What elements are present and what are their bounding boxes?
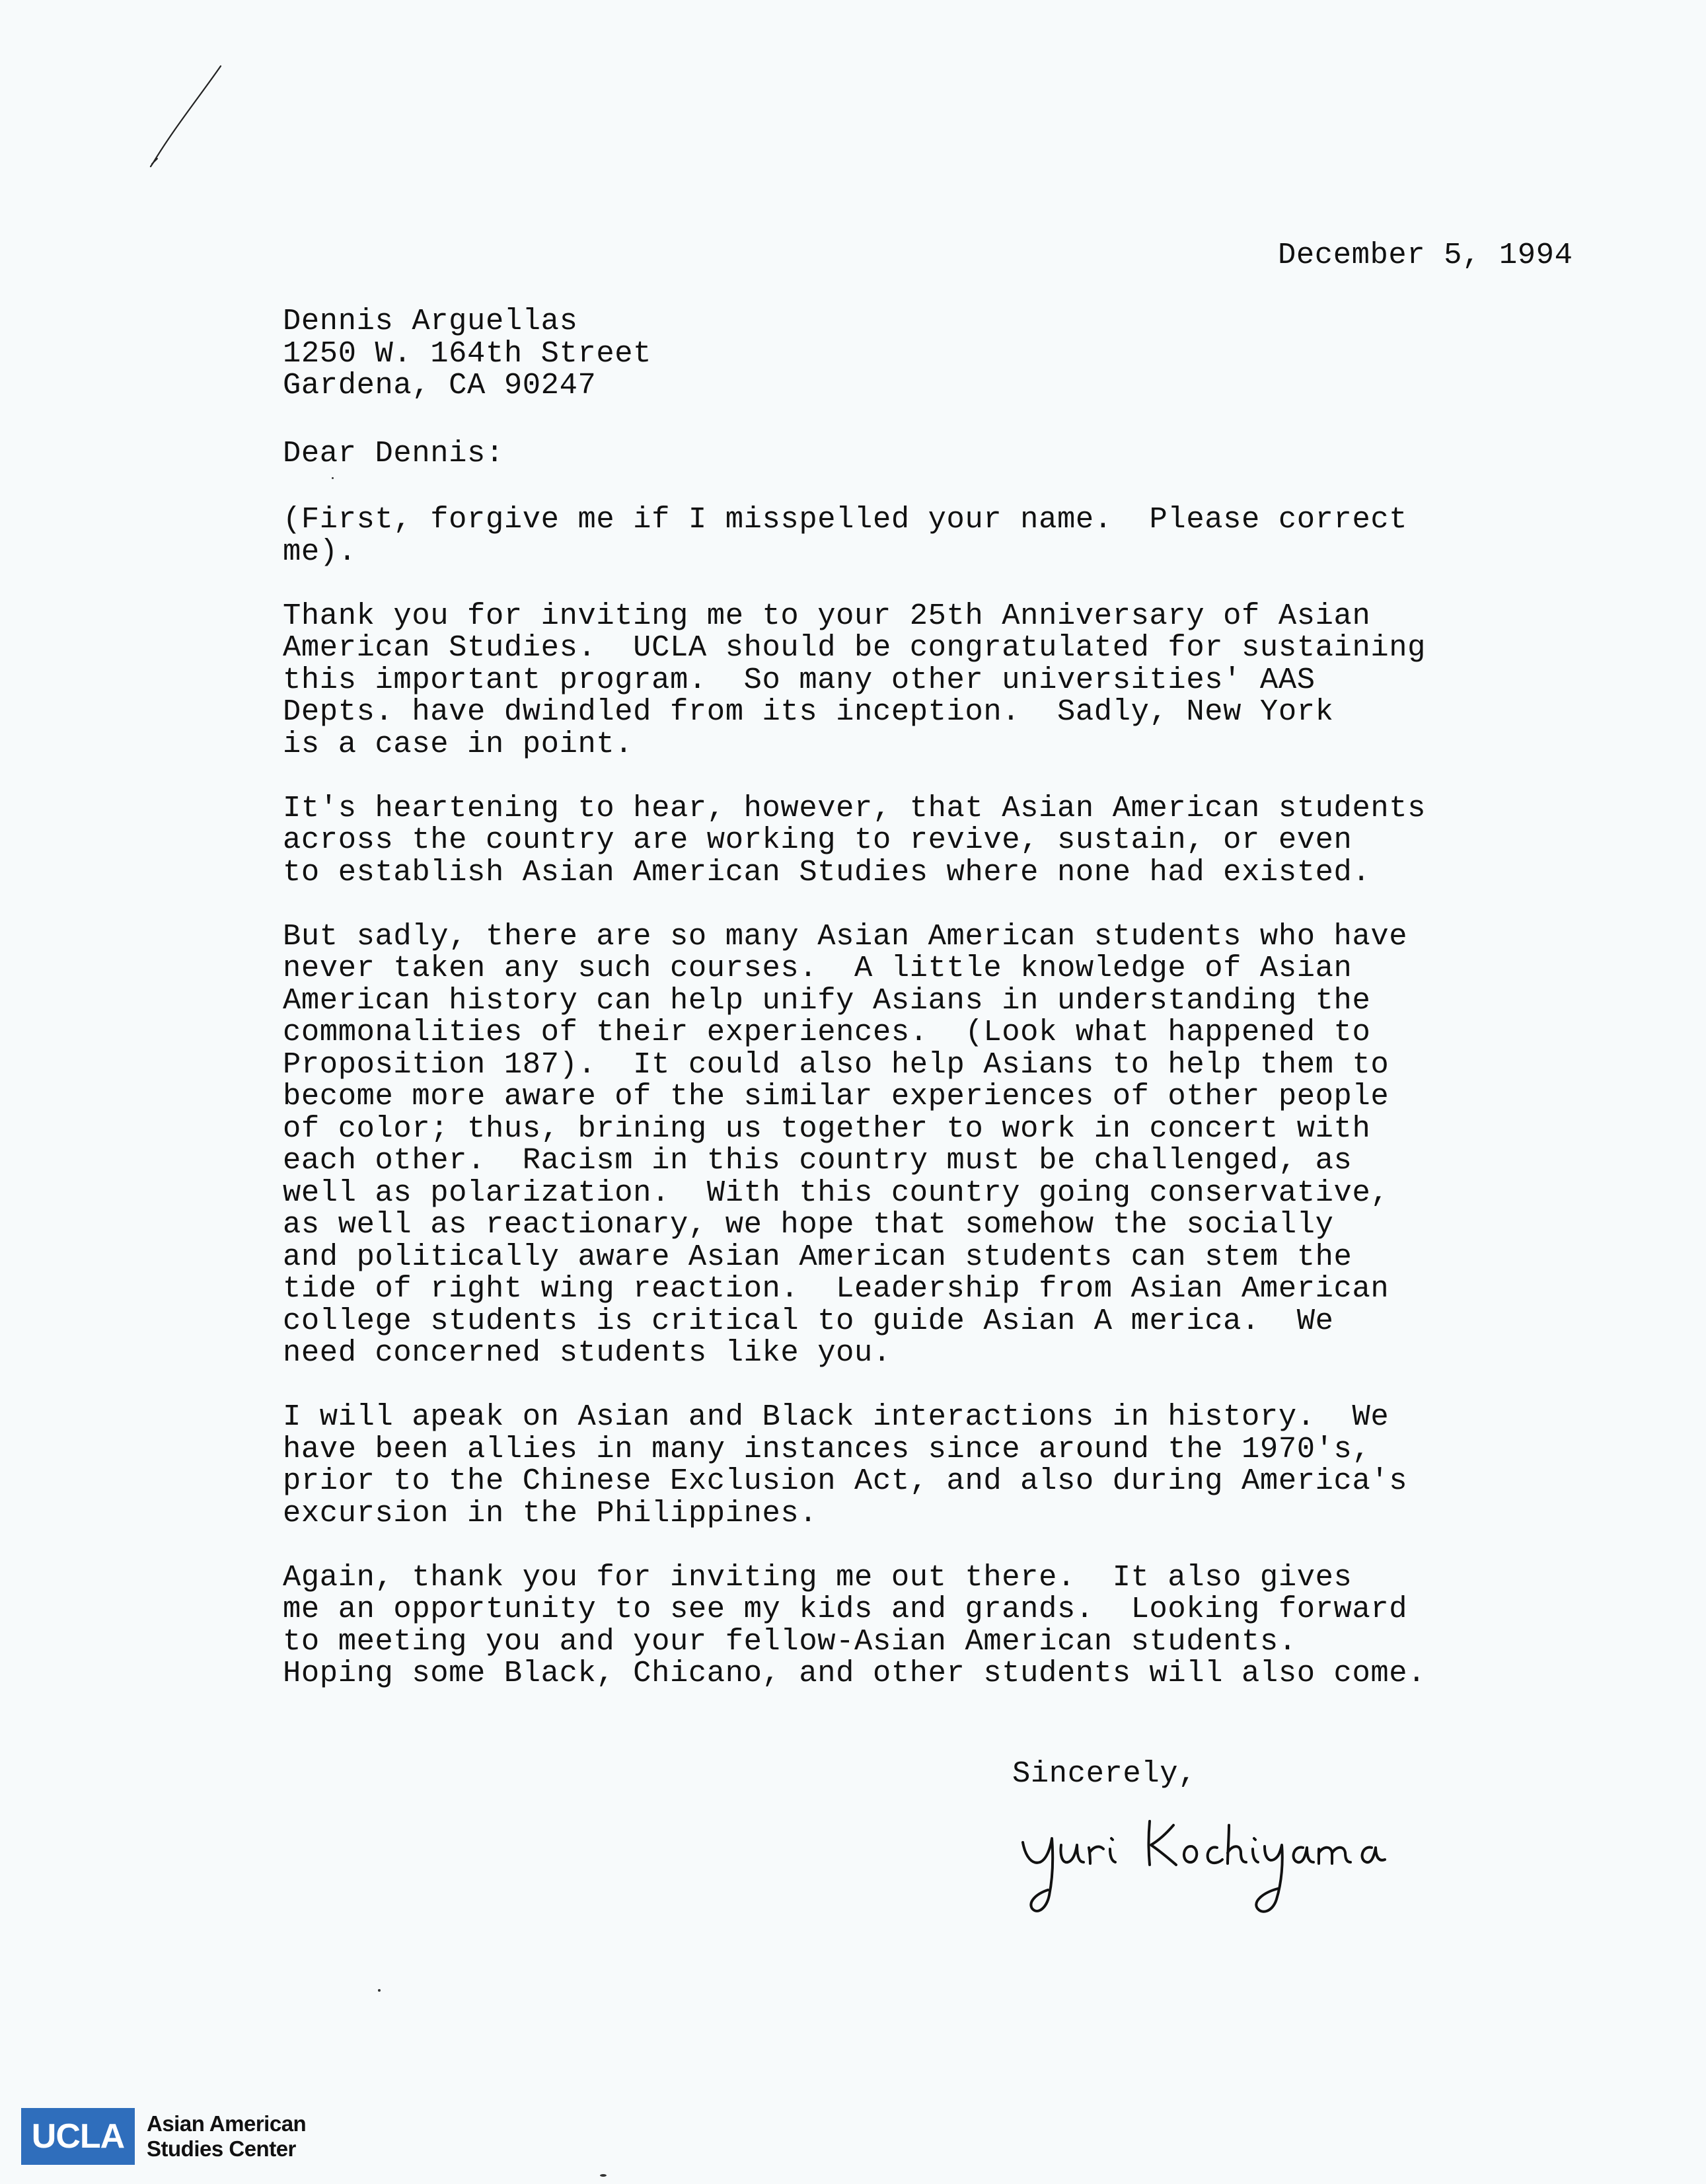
text-line: need concerned students like you. xyxy=(283,1336,891,1370)
ucla-aasc-logo xyxy=(21,2108,306,2165)
letter-paragraphs xyxy=(283,504,1571,1721)
address-line: Gardena, CA 90247 xyxy=(283,368,597,402)
address-line: Dennis Arguellas xyxy=(283,304,578,338)
paragraph-apology xyxy=(283,504,1571,568)
text-line: Depts. have dwindled from its inception. Sadly, New York xyxy=(283,695,1334,729)
text-line: become more aware of the similar experiences of other people xyxy=(283,1079,1390,1113)
text-line: (First, forgive me if I misspelled your name. Please correct xyxy=(283,502,1408,537)
paragraph-heartening xyxy=(283,792,1571,889)
text-line: It's heartening to hear, however, that Asian American students xyxy=(283,790,1427,825)
text-line: excursion in the Philippines. xyxy=(283,1495,818,1530)
center-name xyxy=(147,2111,306,2162)
text-line: But sadly, there are so many Asian American students who have xyxy=(283,919,1408,954)
pen-stroke-mark xyxy=(147,63,226,169)
text-line: and politically aware Asian American students can stem the xyxy=(283,1239,1353,1274)
text-line: me an opportunity to see my kids and grands. Looking forward xyxy=(283,1592,1408,1626)
text-line: American Studies. UCLA should be congratulated for sustaining xyxy=(283,630,1427,665)
scan-speck xyxy=(600,2174,607,2177)
recipient-address xyxy=(283,305,651,402)
text-line: American history can help unify Asians in understanding the xyxy=(283,983,1371,1018)
salutation: Dear Dennis: xyxy=(283,436,504,471)
text-line: this important program. So many other universities' AAS xyxy=(283,662,1316,697)
center-name-line: Asian American xyxy=(147,2111,307,2136)
ucla-wordmark: UCLA xyxy=(21,2108,135,2165)
scan-speck xyxy=(378,1989,381,1992)
letter-date: December 5, 1994 xyxy=(1278,238,1573,272)
text-line: Again, thank you for inviting me out there. It also gives xyxy=(283,1560,1353,1595)
text-line: Hoping some Black, Chicano, and other students will also come. xyxy=(283,1656,1427,1690)
text-line: of color; thus, brining us together to work in concert with xyxy=(283,1111,1371,1146)
scan-speck xyxy=(332,477,334,479)
paragraph-thanks xyxy=(283,600,1571,761)
text-line: commonalities of their experiences. (Look what happened to xyxy=(283,1015,1371,1049)
text-line: to meeting you and your fellow-Asian American students. xyxy=(283,1624,1297,1659)
text-line: Thank you for inviting me to your 25th Anniversary of Asian xyxy=(283,598,1371,633)
text-line: is a case in point. xyxy=(283,726,634,761)
text-line: across the country are working to revive, sustain, or even xyxy=(283,823,1353,857)
text-line: Proposition 187). It could also help Asians to help them to xyxy=(283,1047,1390,1082)
text-line: never taken any such courses. A little knowledge of Asian xyxy=(283,951,1353,985)
text-line: well as polarization. With this country going conservative, xyxy=(283,1175,1390,1210)
text-line: tide of right wing reaction. Leadership from Asian American xyxy=(283,1271,1390,1306)
text-line: to establish Asian American Studies where none had existed. xyxy=(283,854,1371,889)
text-line: have been allies in many instances since around the 1970's, xyxy=(283,1431,1371,1466)
paragraph-knowledge xyxy=(283,921,1571,1369)
text-line: I will apeak on Asian and Black interactions in history. We xyxy=(283,1400,1390,1434)
text-line: me). xyxy=(283,534,357,569)
paragraph-closing-thanks xyxy=(283,1562,1571,1690)
address-line: 1250 W. 164th Street xyxy=(283,336,652,371)
handwritten-signature xyxy=(1018,1816,1401,1928)
paragraph-speech-topic xyxy=(283,1401,1571,1529)
text-line: as well as reactionary, we hope that somehow the socially xyxy=(283,1207,1334,1242)
text-line: prior to the Chinese Exclusion Act, and also during America's xyxy=(283,1464,1408,1498)
text-line: each other. Racism in this country must be challenged, as xyxy=(283,1143,1353,1178)
center-name-line: Studies Center xyxy=(147,2136,296,2161)
complimentary-close: Sincerely, xyxy=(1012,1756,1197,1791)
text-line: college students is critical to guide Asian A merica. We xyxy=(283,1303,1334,1338)
